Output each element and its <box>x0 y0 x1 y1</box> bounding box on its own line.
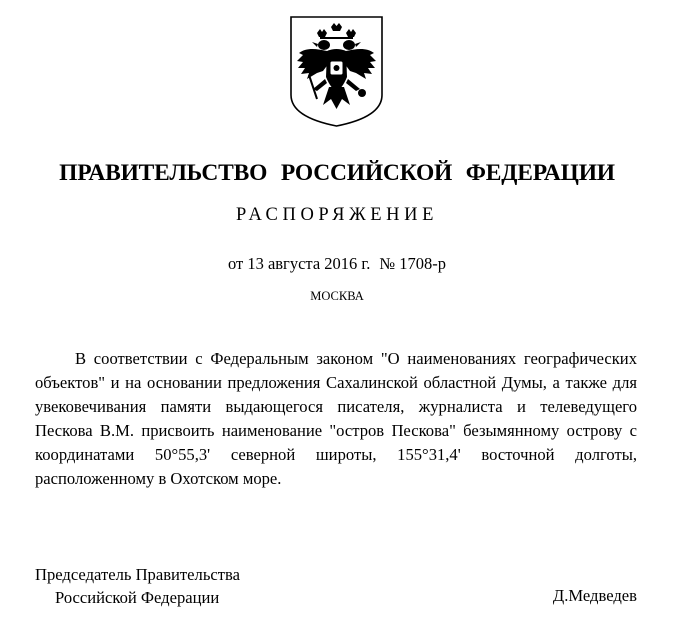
signatory-title <box>35 563 240 609</box>
government-title: ПРАВИТЕЛЬСТВО РОССИЙСКОЙ ФЕДЕРАЦИИ <box>59 160 615 186</box>
city-name: МОСКВА <box>310 289 364 303</box>
date-number-line <box>0 254 674 274</box>
document-number: № 1708-р <box>379 254 447 273</box>
coat-of-arms-icon <box>287 13 386 129</box>
signatory-name: Д.Медведев <box>552 586 637 605</box>
signatory-title-line1: Председатель Правительства <box>35 565 240 584</box>
document-date: от 13 августа 2016 г. <box>227 254 371 273</box>
signatory-title-line2: Российской Федерации <box>55 588 220 607</box>
document-type: РАСПОРЯЖЕНИЕ <box>236 205 438 225</box>
order-body-text: В соответствии с Федеральным законом "О наименованиях географических объектов" и на основании предложения Сахалинской областной Думы, а также для увековечивания памяти выдающегося писателя, журналиста и телеведущего Пескова В.М. присвоить наименование "остров Пескова" безымянному острову с координатами 50°55,3' северной широты, 155°31,4' восточной долготы, расположенному в Охотском море. <box>35 349 637 488</box>
